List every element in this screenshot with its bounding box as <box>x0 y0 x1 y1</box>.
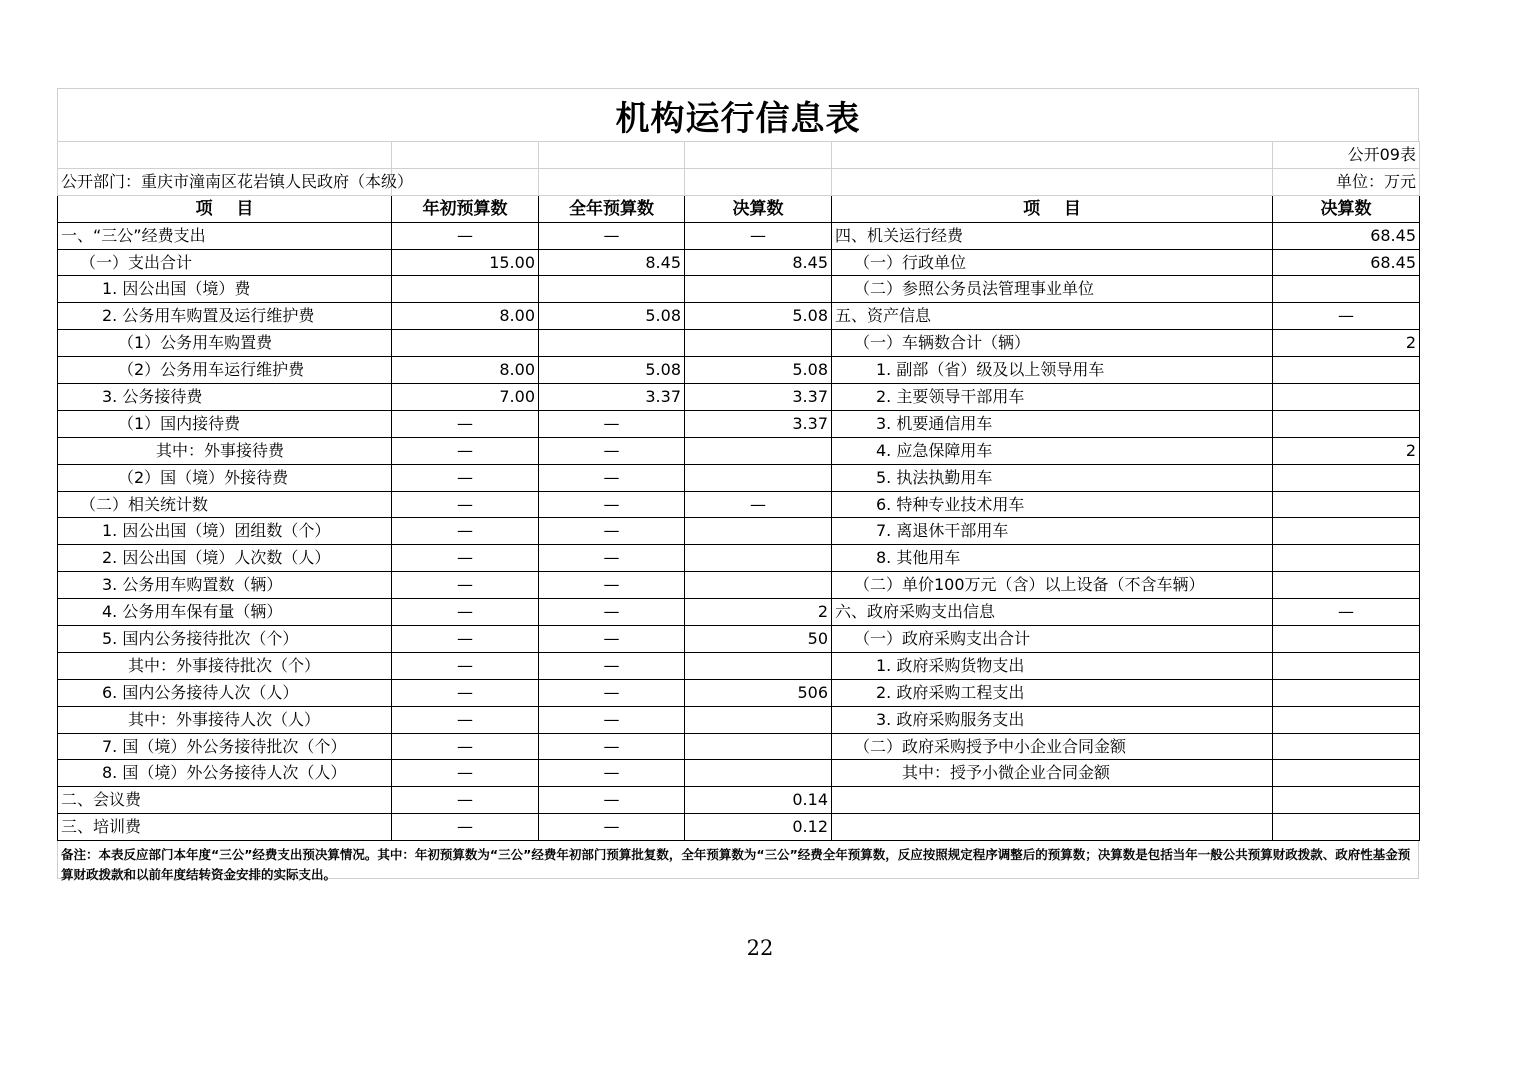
table-row <box>58 679 1420 706</box>
row-final-left <box>685 652 832 679</box>
row-final-left: 0.14 <box>685 787 832 814</box>
row-final-right <box>1273 760 1420 787</box>
row-final-left <box>685 518 832 545</box>
row-final-left: 3.37 <box>685 410 832 437</box>
row-budget-initial: 15.00 <box>392 249 539 276</box>
row-budget-full: 5.08 <box>539 357 685 384</box>
row-final-right: 68.45 <box>1273 249 1420 276</box>
row-budget-full: — <box>539 626 685 653</box>
row-item-right: 6. 特种专业技术用车 <box>832 491 1273 518</box>
row-item-right: （一）政府采购支出合计 <box>832 626 1273 653</box>
row-item-left: （2）公务用车运行维护费 <box>58 357 392 384</box>
row-item-right: （二）单价100万元（含）以上设备（不含车辆） <box>832 572 1273 599</box>
row-final-right: — <box>1273 599 1420 626</box>
row-budget-initial: — <box>392 814 539 841</box>
row-final-right <box>1273 545 1420 572</box>
row-item-right: 六、政府采购支出信息 <box>832 599 1273 626</box>
row-item-right: 3. 机要通信用车 <box>832 410 1273 437</box>
row-item-left: （2）国（境）外接待费 <box>58 464 392 491</box>
row-item-right: 7. 离退休干部用车 <box>832 518 1273 545</box>
row-final-right <box>1273 706 1420 733</box>
row-final-right: — <box>1273 303 1420 330</box>
row-budget-full: — <box>539 599 685 626</box>
row-item-left: （1）国内接待费 <box>58 410 392 437</box>
row-item-left: 4. 公务用车保有量（辆） <box>58 599 392 626</box>
row-item-left: 其中：外事接待人次（人） <box>58 706 392 733</box>
row-final-right: 68.45 <box>1273 222 1420 249</box>
row-item-right: 5. 执法执勤用车 <box>832 464 1273 491</box>
table-row <box>58 787 1420 814</box>
row-final-left: 3.37 <box>685 384 832 411</box>
row-final-left <box>685 464 832 491</box>
table-row <box>58 410 1420 437</box>
row-final-right <box>1273 652 1420 679</box>
department-row <box>58 168 1420 195</box>
row-item-left: 3. 公务接待费 <box>58 384 392 411</box>
row-item-left: 二、会议费 <box>58 787 392 814</box>
row-final-right <box>1273 572 1420 599</box>
row-budget-full: — <box>539 679 685 706</box>
table-row <box>58 572 1420 599</box>
row-final-left: — <box>685 491 832 518</box>
row-budget-full: — <box>539 518 685 545</box>
row-final-left: 8.45 <box>685 249 832 276</box>
row-final-left <box>685 572 832 599</box>
row-budget-full: — <box>539 545 685 572</box>
row-budget-full: — <box>539 652 685 679</box>
row-budget-initial: — <box>392 464 539 491</box>
row-item-right: （二）政府采购授予中小企业合同金额 <box>832 733 1273 760</box>
row-item-right: 其中：授予小微企业合同金额 <box>832 760 1273 787</box>
row-item-right: 2. 政府采购工程支出 <box>832 679 1273 706</box>
row-item-left: （一）支出合计 <box>58 249 392 276</box>
info-table-sheet <box>57 88 1419 883</box>
row-item-left: 三、培训费 <box>58 814 392 841</box>
row-budget-full: — <box>539 733 685 760</box>
row-budget-initial: — <box>392 545 539 572</box>
table-row <box>58 626 1420 653</box>
row-item-right: 2. 主要领导干部用车 <box>832 384 1273 411</box>
row-budget-initial: — <box>392 787 539 814</box>
row-budget-initial: — <box>392 410 539 437</box>
row-item-left: 2. 因公出国（境）人次数（人） <box>58 545 392 572</box>
row-budget-initial <box>392 276 539 303</box>
row-budget-full <box>539 276 685 303</box>
row-final-left <box>685 545 832 572</box>
row-item-right: （一）车辆数合计（辆） <box>832 330 1273 357</box>
row-budget-full: — <box>539 464 685 491</box>
header-item-left: 项 目 <box>58 195 392 222</box>
row-budget-initial: 8.00 <box>392 357 539 384</box>
table-row <box>58 249 1420 276</box>
table-row <box>58 814 1420 841</box>
table-code-row <box>58 142 1420 169</box>
row-item-right: 五、资产信息 <box>832 303 1273 330</box>
row-final-left <box>685 276 832 303</box>
row-budget-initial: — <box>392 760 539 787</box>
row-final-right <box>1273 733 1420 760</box>
row-budget-initial: — <box>392 222 539 249</box>
row-item-left: 2. 公务用车购置及运行维护费 <box>58 303 392 330</box>
table-row <box>58 518 1420 545</box>
row-item-right: 8. 其他用车 <box>832 545 1273 572</box>
row-budget-full: 8.45 <box>539 249 685 276</box>
row-budget-full: — <box>539 410 685 437</box>
table-row <box>58 491 1420 518</box>
row-budget-full: 3.37 <box>539 384 685 411</box>
row-budget-full: — <box>539 706 685 733</box>
row-final-right <box>1273 518 1420 545</box>
row-item-left: 1. 因公出国（境）团组数（个） <box>58 518 392 545</box>
row-budget-initial: 7.00 <box>392 384 539 411</box>
table-note: 备注：本表反应部门本年度“三公”经费支出预决算情况。其中：年初预算数为“三公”经费年初部门预算批复数，全年预算数为“三公”经费全年预算数，反应按照规定程序调整后的预算数；决算数是包括当年一般公共预算财政拨款、政府性基金预算财政拨款和以前年度结转资金安排的实际支出。 <box>57 841 1419 879</box>
row-final-left <box>685 760 832 787</box>
row-final-left: 5.08 <box>685 303 832 330</box>
row-item-left: 3. 公务用车购置数（辆） <box>58 572 392 599</box>
row-budget-full: — <box>539 814 685 841</box>
row-item-right: 1. 政府采购货物支出 <box>832 652 1273 679</box>
table-row <box>58 303 1420 330</box>
row-budget-full: — <box>539 760 685 787</box>
row-final-left <box>685 733 832 760</box>
row-final-right <box>1273 276 1420 303</box>
row-budget-initial: — <box>392 599 539 626</box>
table-code: 公开09表 <box>1273 142 1420 169</box>
table-row <box>58 760 1420 787</box>
row-item-left: 其中：外事接待费 <box>58 437 392 464</box>
row-item-right: （一）行政单位 <box>832 249 1273 276</box>
row-final-left: — <box>685 222 832 249</box>
row-final-right: 2 <box>1273 330 1420 357</box>
row-item-right <box>832 787 1273 814</box>
row-item-left: 1. 因公出国（境）费 <box>58 276 392 303</box>
row-item-left: 6. 国内公务接待人次（人） <box>58 679 392 706</box>
row-item-right: 1. 副部（省）级及以上领导用车 <box>832 357 1273 384</box>
table-row <box>58 357 1420 384</box>
table-row <box>58 652 1420 679</box>
header-final-left: 决算数 <box>685 195 832 222</box>
row-final-right <box>1273 626 1420 653</box>
row-final-left: 0.12 <box>685 814 832 841</box>
row-item-left: （1）公务用车购置费 <box>58 330 392 357</box>
department-label: 公开部门：重庆市潼南区花岩镇人民政府（本级） <box>58 168 392 195</box>
info-table <box>57 141 1420 841</box>
row-budget-initial: — <box>392 491 539 518</box>
row-budget-full: — <box>539 787 685 814</box>
row-item-left: 5. 国内公务接待批次（个） <box>58 626 392 653</box>
table-row <box>58 706 1420 733</box>
unit-label: 单位：万元 <box>1273 168 1420 195</box>
row-final-left <box>685 330 832 357</box>
row-final-right <box>1273 787 1420 814</box>
row-budget-full: — <box>539 222 685 249</box>
row-final-left: 50 <box>685 626 832 653</box>
row-item-right: （二）参照公务员法管理事业单位 <box>832 276 1273 303</box>
row-item-left: 一、“三公”经费支出 <box>58 222 392 249</box>
row-budget-full: — <box>539 572 685 599</box>
table-row <box>58 545 1420 572</box>
row-budget-initial: — <box>392 626 539 653</box>
table-row <box>58 599 1420 626</box>
row-item-right: 3. 政府采购服务支出 <box>832 706 1273 733</box>
row-budget-initial: — <box>392 518 539 545</box>
row-final-right <box>1273 464 1420 491</box>
header-row <box>58 195 1420 222</box>
row-final-right: 2 <box>1273 437 1420 464</box>
row-item-left: 7. 国（境）外公务接待批次（个） <box>58 733 392 760</box>
row-item-left: （二）相关统计数 <box>58 491 392 518</box>
table-row <box>58 437 1420 464</box>
row-budget-initial: — <box>392 437 539 464</box>
row-final-right <box>1273 410 1420 437</box>
header-budget-initial: 年初预算数 <box>392 195 539 222</box>
table-row <box>58 384 1420 411</box>
row-budget-initial: — <box>392 706 539 733</box>
row-final-left <box>685 706 832 733</box>
row-budget-initial: — <box>392 733 539 760</box>
page-number: 22 <box>746 936 774 960</box>
row-budget-initial <box>392 330 539 357</box>
page-title: 机构运行信息表 <box>57 88 1419 141</box>
row-budget-full: 5.08 <box>539 303 685 330</box>
row-item-right: 四、机关运行经费 <box>832 222 1273 249</box>
row-final-left: 5.08 <box>685 357 832 384</box>
row-budget-initial: — <box>392 652 539 679</box>
row-item-left: 8. 国（境）外公务接待人次（人） <box>58 760 392 787</box>
row-final-left: 506 <box>685 679 832 706</box>
row-budget-full: — <box>539 491 685 518</box>
header-final-right: 决算数 <box>1273 195 1420 222</box>
row-budget-initial: — <box>392 572 539 599</box>
row-final-right <box>1273 357 1420 384</box>
row-final-right <box>1273 491 1420 518</box>
row-final-left: 2 <box>685 599 832 626</box>
row-item-right <box>832 814 1273 841</box>
row-item-left: 其中：外事接待批次（个） <box>58 652 392 679</box>
row-budget-initial: 8.00 <box>392 303 539 330</box>
row-final-left <box>685 437 832 464</box>
header-budget-full: 全年预算数 <box>539 195 685 222</box>
header-item-right: 项 目 <box>832 195 1273 222</box>
row-item-right: 4. 应急保障用车 <box>832 437 1273 464</box>
table-row <box>58 330 1420 357</box>
table-row <box>58 733 1420 760</box>
table-row <box>58 222 1420 249</box>
table-row <box>58 276 1420 303</box>
row-budget-full: — <box>539 437 685 464</box>
row-budget-full <box>539 330 685 357</box>
row-budget-initial: — <box>392 679 539 706</box>
table-row <box>58 464 1420 491</box>
row-final-right <box>1273 679 1420 706</box>
row-final-right <box>1273 814 1420 841</box>
row-final-right <box>1273 384 1420 411</box>
